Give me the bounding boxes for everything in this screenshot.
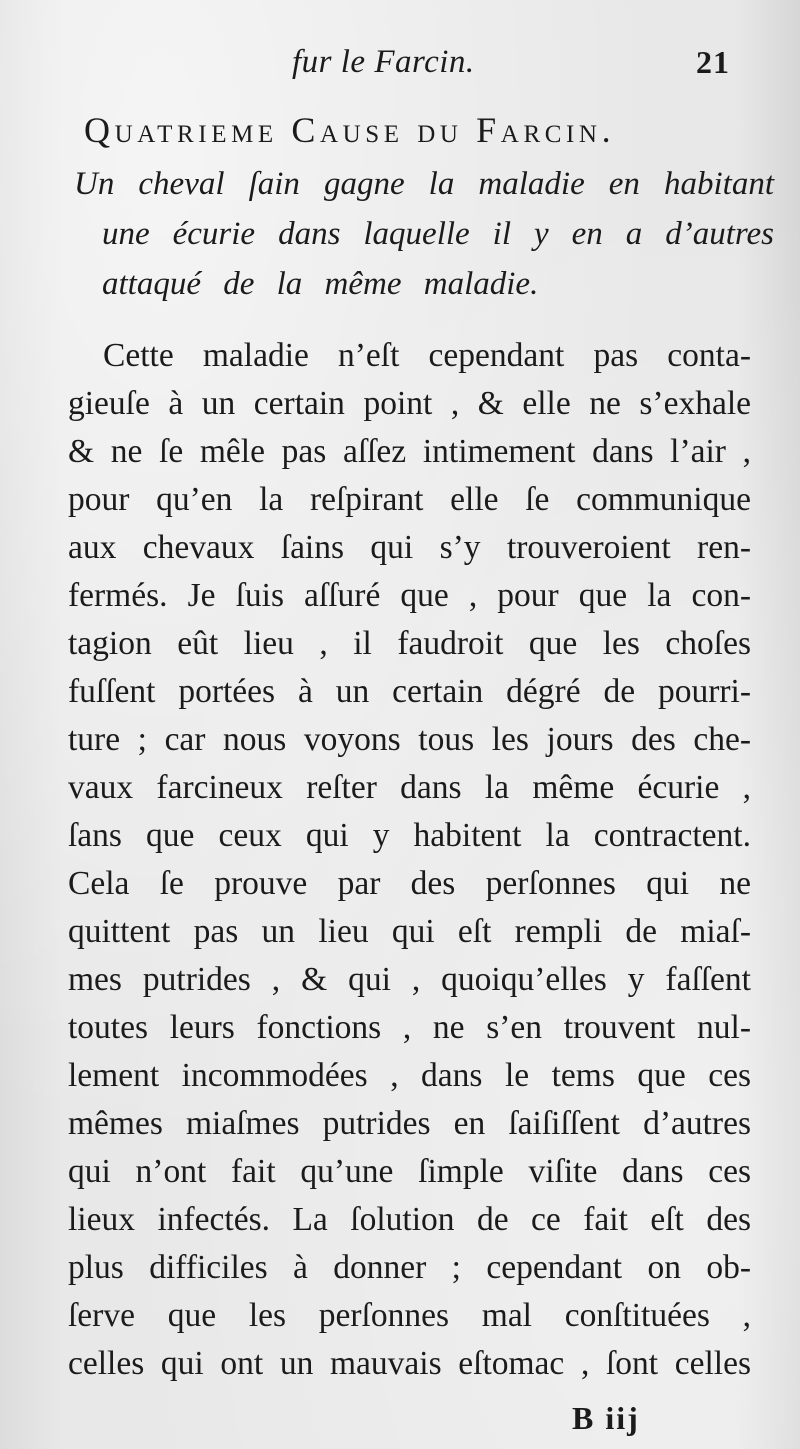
text-line: & ne ſe mêle pas aſſez intimement dans l’air , — [68, 433, 751, 470]
text-line: Cette maladie n’eſt cependant pas conta- — [103, 337, 751, 374]
signature-mark: B iij — [572, 1400, 640, 1436]
summary-line: attaqué de la même maladie. — [102, 266, 539, 302]
summary-line: Un cheval ſain gagne la maladie en habitant — [74, 166, 774, 202]
text-line: toutes leurs fonctions , ne s’en trouvent nul- — [68, 1009, 751, 1046]
text-line: qui n’ont fait qu’une ſimple viſite dans ces — [68, 1153, 751, 1190]
section-heading: Quatrieme Cause du Farcin. — [84, 110, 616, 150]
text-line: vaux farcineux reſter dans la même écurie , — [68, 769, 751, 806]
text-line: fermés. Je ſuis aſſuré que , pour que la con- — [68, 577, 751, 614]
text-line: quittent pas un lieu qui eſt rempli de miaſ- — [68, 913, 751, 950]
page-number: 21 — [696, 44, 730, 80]
text-line: lieux infectés. La ſolution de ce fait eſt des — [68, 1201, 751, 1238]
text-line: celles qui ont un mauvais eſtomac , ſont celles — [68, 1345, 751, 1382]
text-line: aux chevaux ſains qui s’y trouveroient ren- — [68, 529, 751, 566]
text-line: tagion eût lieu , il faudroit que les choſes — [68, 625, 751, 662]
text-line: fuſſent portées à un certain dégré de pourri- — [68, 673, 751, 710]
text-line: plus difficiles à donner ; cependant on ob- — [68, 1249, 751, 1286]
text-line: Cela ſe prouve par des perſonnes qui ne — [68, 865, 751, 902]
summary-line: une écurie dans laquelle il y en a d’autres — [102, 216, 774, 252]
text-line: mes putrides , & qui , quoiqu’elles y faſſent — [68, 961, 751, 998]
text-line: pour qu’en la reſpirant elle ſe communique — [68, 481, 751, 518]
text-line: ture ; car nous voyons tous les jours des che- — [68, 721, 751, 758]
text-line: gieuſe à un certain point , & elle ne s’exhale — [68, 385, 751, 422]
text-line: lement incommodées , dans le tems que ces — [68, 1057, 751, 1094]
text-line: ſans que ceux qui y habitent la contractent. — [68, 817, 751, 854]
text-line: ſerve que les perſonnes mal conſtituées , — [68, 1297, 751, 1334]
text-line: mêmes miaſmes putrides en ſaiſiſſent d’autres — [68, 1105, 751, 1142]
running-title: fur le Farcin. — [292, 44, 475, 80]
